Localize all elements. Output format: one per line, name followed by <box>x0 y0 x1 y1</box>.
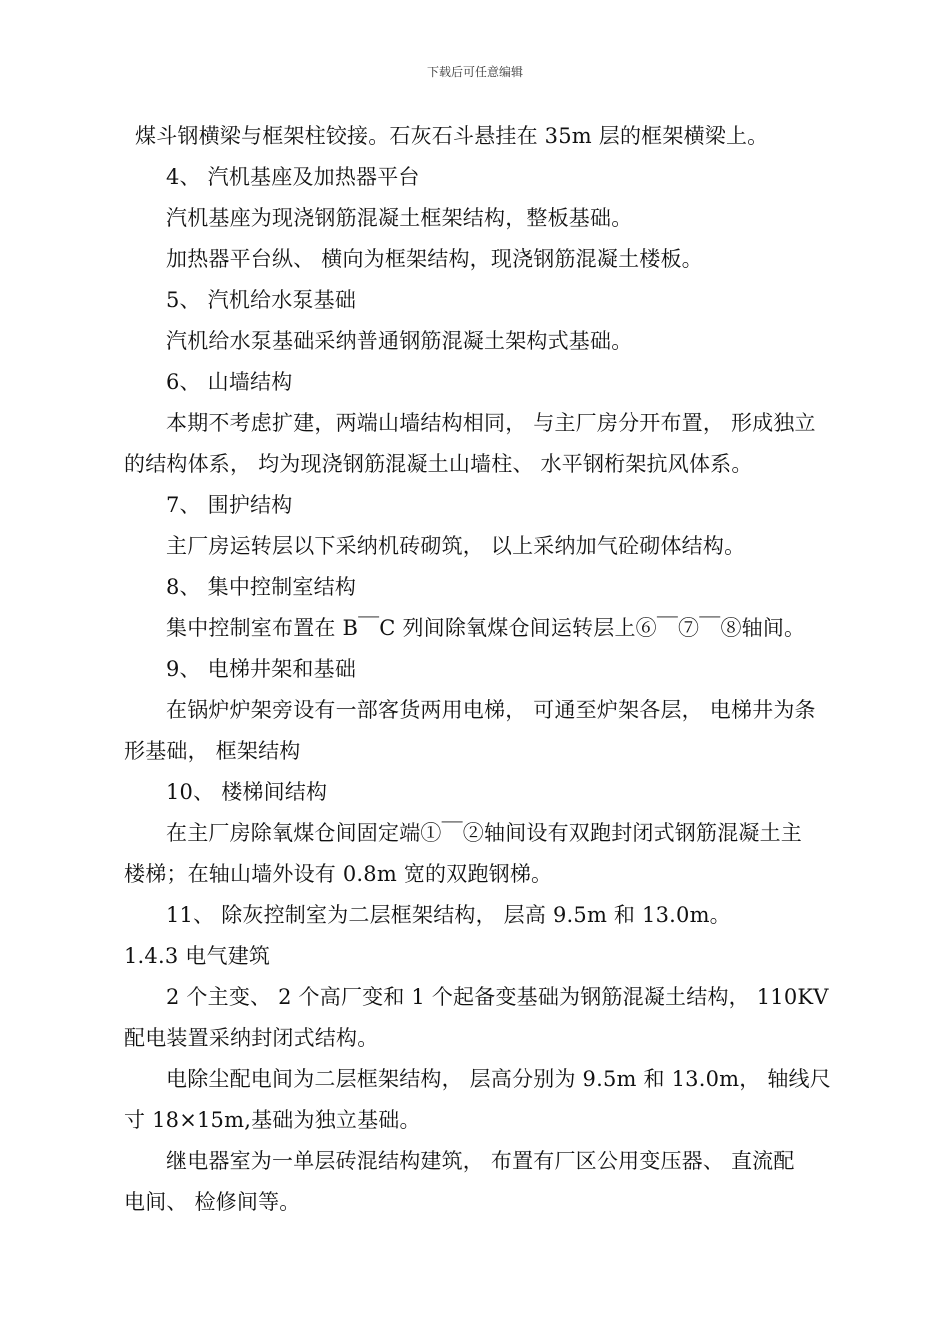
body-line: 汽机基座为现浇钢筋混凝土框架结构，整板基础。 <box>166 206 633 230</box>
body-line: 加热器平台纵、 横向为框架结构，现浇钢筋混凝土楼板。 <box>166 247 703 271</box>
body-line: 本期不考虑扩建，两端山墙结构相同， 与主厂房分开布置， 形成独立 <box>166 411 816 435</box>
body-line: 继电器室为一单层砖混结构建筑， 布置有厂区公用变压器、 直流配 <box>166 1149 795 1173</box>
subsection-heading: 1.4.3 电气建筑 <box>124 944 271 968</box>
body-line: 配电装置采纳封闭式结构。 <box>124 1026 379 1050</box>
section-heading: 4、 汽机基座及加热器平台 <box>166 165 420 189</box>
body-line: 寸 18×15m,基础为独立基础。 <box>124 1108 421 1132</box>
body-line: 楼梯；在轴山墙外设有 0.8m 宽的双跑钢梯。 <box>124 862 553 886</box>
body-line: 形基础， 框架结构 <box>124 739 301 763</box>
body-line: 11、 除灰控制室为二层框架结构， 层高 9.5m 和 13.0m。 <box>166 903 731 927</box>
section-heading: 10、 楼梯间结构 <box>166 780 328 804</box>
body-line: 在锅炉炉架旁设有一部客货两用电梯， 可通至炉架各层， 电梯井为条 <box>166 698 816 722</box>
page-header: 下载后可任意编辑 <box>426 65 523 79</box>
body-line: 2 个主变、 2 个高厂变和 1 个起备变基础为钢筋混凝土结构， 110KV <box>166 985 829 1009</box>
section-heading: 9、 电梯井架和基础 <box>166 657 357 681</box>
section-heading: 6、 山墙结构 <box>166 370 293 394</box>
section-heading: 5、 汽机给水泵基础 <box>166 288 357 312</box>
section-heading: 8、 集中控制室结构 <box>166 575 357 599</box>
body-line: 汽机给水泵基础采纳普通钢筋混凝土架构式基础。 <box>166 329 633 353</box>
body-line: 电除尘配电间为二层框架结构， 层高分别为 9.5m 和 13.0m， 轴线尺 <box>166 1067 831 1091</box>
section-heading: 7、 围护结构 <box>166 493 293 517</box>
body-line: 主厂房运转层以下采纳机砖砌筑， 以上采纳加气砼砌体结构。 <box>166 534 746 558</box>
body-line: 集中控制室布置在 B￣C 列间除氧煤仓间运转层上⑥￣⑦￣⑧轴间。 <box>166 616 806 640</box>
body-line: 煤斗钢横梁与框架柱铰接。石灰石斗悬挂在 35m 层的框架横梁上。 <box>135 124 769 148</box>
body-line: 的结构体系， 均为现浇钢筋混凝土山墙柱、 水平钢桁架抗风体系。 <box>124 452 753 476</box>
body-line: 在主厂房除氧煤仓间固定端①￣②轴间设有双跑封闭式钢筋混凝土主 <box>166 821 802 845</box>
body-line: 电间、 检修间等。 <box>124 1190 301 1214</box>
